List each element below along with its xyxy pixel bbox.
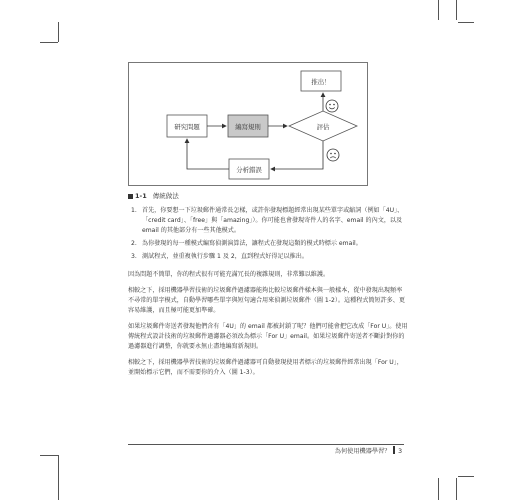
list-number: 1. bbox=[131, 207, 137, 214]
page-footer bbox=[335, 446, 402, 455]
figure-frame bbox=[128, 62, 368, 186]
list-item bbox=[128, 206, 408, 236]
crop-mark bbox=[456, 478, 457, 500]
list-text: 測試程式，並重複執行步驟 1 及 2，直到程式好得足以推出。 bbox=[142, 253, 308, 260]
list-number: 3. bbox=[131, 253, 137, 260]
caption-text: 傳統做法 bbox=[152, 192, 179, 200]
happy-face-icon bbox=[326, 100, 338, 112]
step-list bbox=[128, 206, 408, 265]
list-text: 首先，你要想一下垃圾郵件通常長怎樣，或許你發現標題經常出現某些單字或縮詞（例如「4U」、「credit card」、「free」與「amazing」）。你可能也會發現寄件人的名字、email 的內文，以及 email 的其他部分有一些其他模式。 bbox=[142, 207, 404, 234]
figure-caption bbox=[128, 191, 179, 200]
crop-mark bbox=[40, 455, 58, 456]
paragraph: 因為問題不簡單，你的程式很有可能充滿冗長的複雜規則，非常難以維護。 bbox=[128, 271, 330, 278]
list-item bbox=[128, 239, 408, 249]
list-item bbox=[128, 252, 408, 262]
crop-mark bbox=[458, 22, 474, 23]
caption-number: 1-1 bbox=[135, 192, 147, 200]
caption-square-icon bbox=[128, 194, 133, 199]
crop-mark bbox=[40, 42, 58, 43]
footer-title: 為何使用機器學習？ bbox=[334, 448, 391, 455]
arrow-analyze-to-research bbox=[187, 139, 229, 169]
crop-mark bbox=[58, 22, 59, 42]
launch-label: 推出！ bbox=[311, 78, 331, 86]
paragraph: 相較之下，採用機器學習技術的垃圾郵件過濾器能夠比較垃圾郵件樣本與一般樣本，從中發現出現頻率不尋常的單字模式，自動學習哪些單字與短句適合用來偵測垃圾郵件（圖 1-2）。這種程式簡短許多、更容易維護，而且極可能更加準確。 bbox=[128, 287, 405, 314]
flowchart-diagram bbox=[129, 63, 369, 187]
footer-divider bbox=[128, 444, 404, 445]
list-text: 為你發現的每一種模式編寫偵測演算法，讓程式在發現這類的模式時標示 email。 bbox=[142, 240, 362, 247]
arrow-evaluate-to-analyze bbox=[271, 141, 323, 169]
sad-face-icon bbox=[327, 149, 339, 161]
write-rules-label: 編寫規則 bbox=[235, 123, 261, 131]
crop-mark bbox=[456, 0, 457, 20]
crop-mark bbox=[438, 0, 439, 20]
list-number: 2. bbox=[131, 240, 137, 247]
analyze-errors-label: 分析錯誤 bbox=[236, 166, 262, 174]
crop-mark bbox=[438, 478, 439, 500]
paragraph: 如果垃圾郵件寄送者發現他們含有「4U」的 email 都被封鎖了呢？他們可能會把它改成「For U」。使用傳統程式設計技術的垃圾郵件過濾器必須改為標示「For U」email。如果垃圾郵件寄送者不斷針對你的過濾器進行調整，你就要永無止盡地編寫新規則。 bbox=[128, 323, 408, 350]
footer-separator bbox=[393, 446, 395, 454]
paragraph: 相較之下，採用機器學習技術的垃圾郵件過濾器可自動發現使用者標示的垃圾郵件經常出現「For U」，並開始標示它們，而不需要你的介入（圖 1-3）。 bbox=[128, 359, 403, 376]
crop-mark bbox=[458, 476, 474, 477]
crop-mark bbox=[58, 455, 59, 500]
evaluate-label: 評估 bbox=[316, 123, 330, 131]
research-label: 研究問題 bbox=[174, 123, 200, 131]
page-number: 3 bbox=[398, 448, 402, 455]
